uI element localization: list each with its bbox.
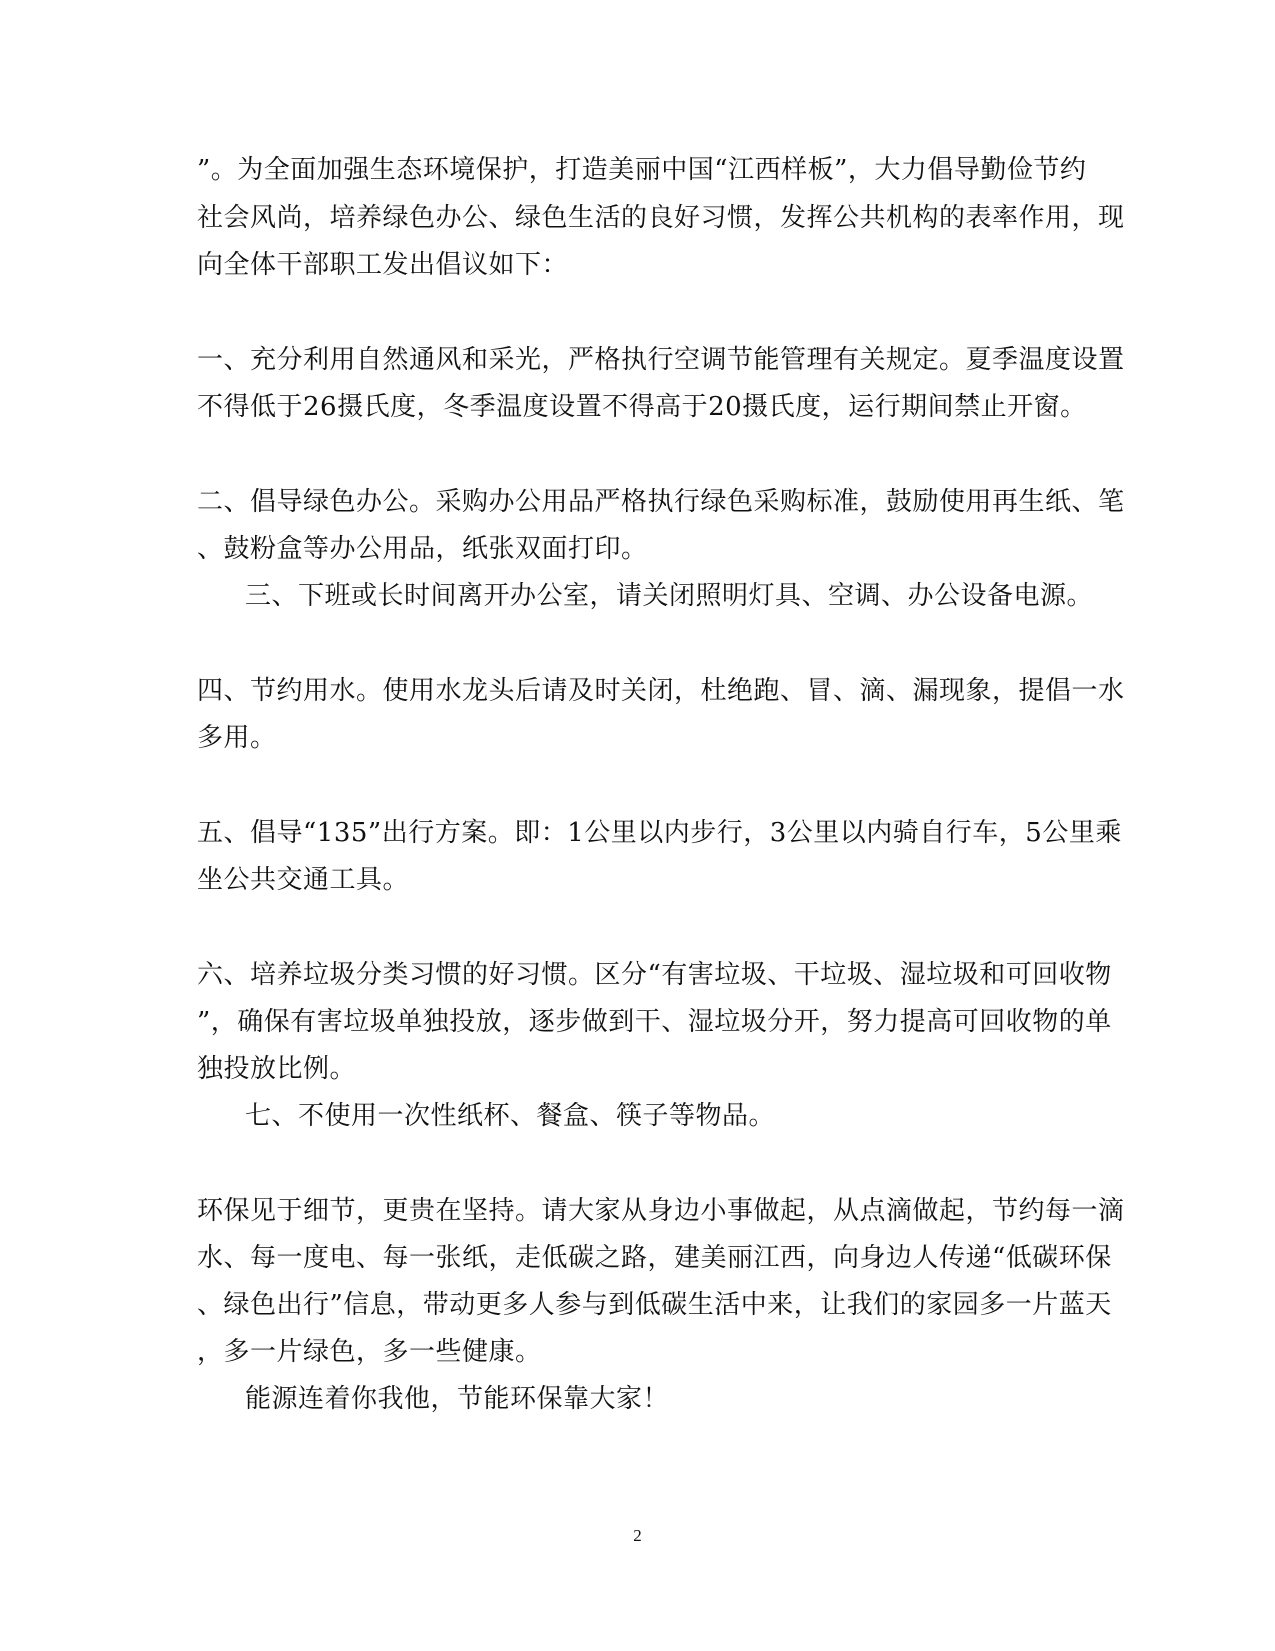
text-line: 三、下班或长时间离开办公室，请关闭照明灯具、空调、办公设备电源。 xyxy=(245,581,1094,611)
text-line: 二、倡导绿色办公。采购办公用品严格执行绿色采购标准，鼓励使用再生纸、笔 xyxy=(197,487,1125,517)
text-line: 水、每一度电、每一张纸，走低碳之路，建美丽江西，向身边人传递“低碳环保 xyxy=(197,1243,1112,1273)
page-number: 2 xyxy=(633,1526,642,1545)
text-line: 五、倡导“135”出行方案。即：1公里以内步行，3公里以内骑自行车，5公里乘 xyxy=(197,818,1122,848)
text-line: 多用。 xyxy=(197,723,277,753)
text-line: 六、培养垃圾分类习惯的好习惯。区分“有害垃圾、干垃圾、湿垃圾和可回收物 xyxy=(197,960,1112,990)
text-line: 、鼓粉盒等办公用品，纸张双面打印。 xyxy=(197,534,648,564)
text-line: 、绿色出行”信息，带动更多人参与到低碳生活中来，让我们的家园多一片蓝天 xyxy=(197,1290,1112,1320)
text-line: ”。为全面加强生态环境保护，打造美丽中国“江西样板”，大力倡导勤俭节约 xyxy=(197,155,1087,185)
text-line: 环保见于细节，更贵在坚持。请大家从身边小事做起，从点滴做起，节约每一滴 xyxy=(197,1196,1125,1226)
text-line: 七、不使用一次性纸杯、餐盒、筷子等物品。 xyxy=(245,1101,776,1131)
text-line: ，多一片绿色，多一些健康。 xyxy=(197,1337,542,1367)
text-line: 不得低于26摄氏度，冬季温度设置不得高于20摄氏度，运行期间禁止开窗。 xyxy=(197,392,1087,422)
text-line: 四、节约用水。使用水龙头后请及时关闭，杜绝跑、冒、滴、漏现象，提倡一水 xyxy=(197,676,1125,706)
text-line: ”，确保有害垃圾单独投放，逐步做到干、湿垃圾分开，努力提高可回收物的单 xyxy=(197,1007,1112,1037)
text-line: 一、充分利用自然通风和采光，严格执行空调节能管理有关规定。夏季温度设置 xyxy=(197,345,1125,375)
text-line: 向全体干部职工发出倡议如下： xyxy=(197,250,569,280)
text-line: 能源连着你我他，节能环保靠大家！ xyxy=(245,1384,670,1414)
text-line: 坐公共交通工具。 xyxy=(197,865,410,895)
text-line: 独投放比例。 xyxy=(197,1054,357,1084)
text-line: 社会风尚，培养绿色办公、绿色生活的良好习惯，发挥公共机构的表率作用，现 xyxy=(197,203,1125,233)
